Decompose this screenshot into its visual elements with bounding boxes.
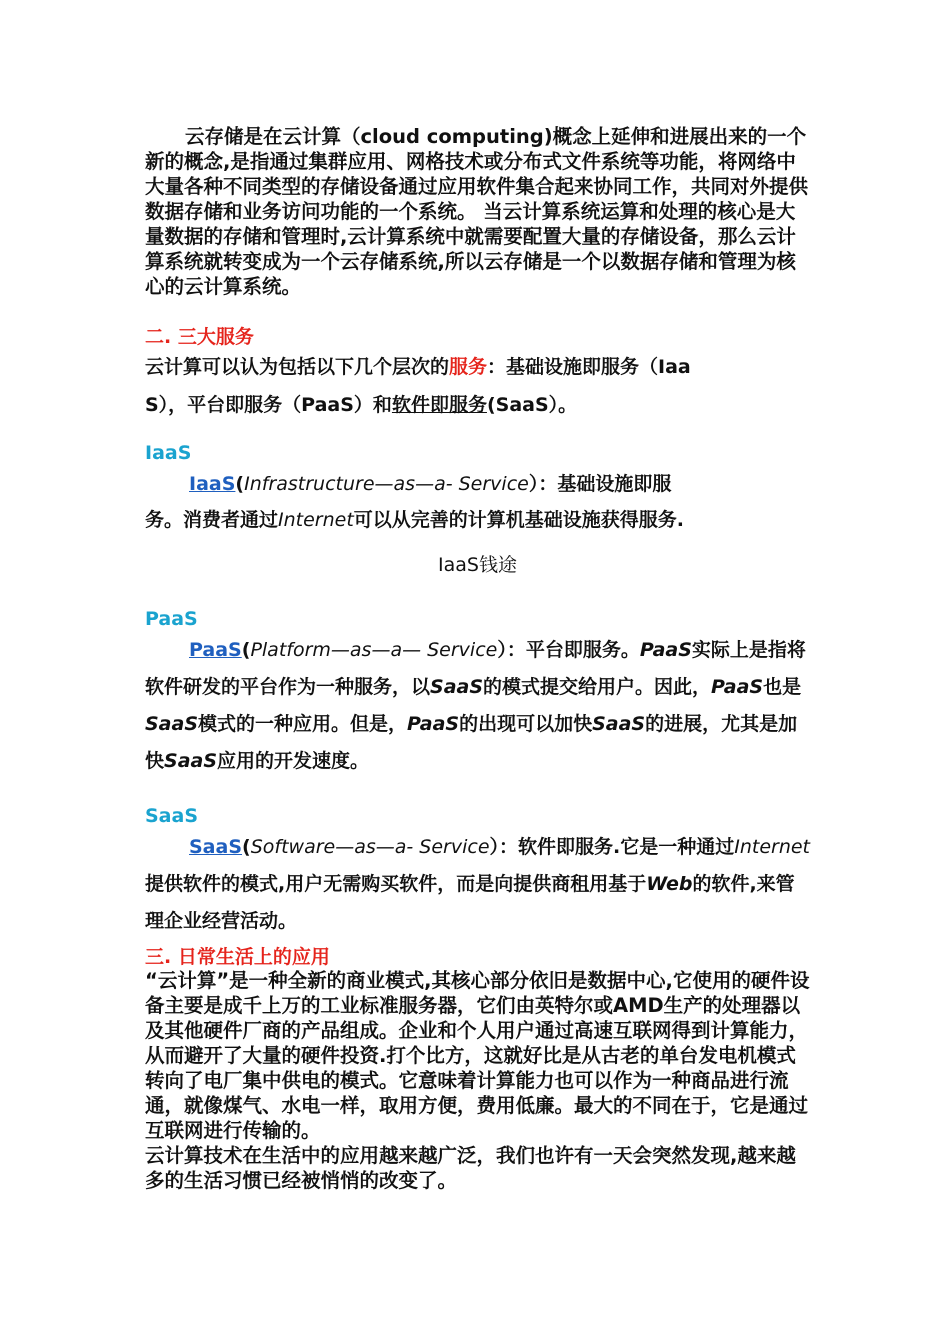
section2-text: (SaaS）。 — [486, 394, 578, 416]
iaas-text: 可以从完善的计算机基础设施获得服务. — [353, 509, 685, 531]
iaas-text: 务。消费者通过 — [145, 509, 279, 531]
saas-text: ）：软件即服务.它是一种通过 — [489, 836, 735, 858]
paas-text: 的模式提交给用户。因此， — [483, 676, 712, 698]
saas-term: SaaS — [164, 750, 218, 772]
iaas-full-name: Infrastructure—as—a- Service — [244, 473, 529, 495]
paas-term: PaaS — [711, 676, 764, 698]
paas-term: PaaS — [639, 639, 692, 661]
paren: ( — [241, 639, 251, 661]
paas-title: PaaS — [145, 608, 198, 630]
section3-paragraph-2: 云计算技术在生活中的应用越来越广泛，我们也许有一天会突然发现,越来越多的生活习惯已经被悄悄的改变了。 — [145, 1144, 796, 1192]
paas-text: 的出现可以加快 — [459, 713, 593, 735]
services-highlight: 服务 — [449, 356, 488, 378]
paas-text: 实际上是指将软件研发的平台作为一种服务，以 — [145, 639, 806, 698]
saas-text: 提供软件的模式,用户无需购买软件，而是向提供商租用基于 — [145, 873, 647, 895]
saas-term: SaaS — [145, 713, 199, 735]
intro-paragraph: 云存储是在云计算（cloud computing)概念上延伸和进展出来的一个新的概念,是指通过集群应用、网格技术或分布式文件系统等功能，将网络中大量各种不同类型的存储设备通过应用软件集合起来协同工作，共同对外提供数据存储和业务访问功能的一个系统。 当云计算系统运算和处理的核心是大量数据的存储和管理时,云计算系统中就需要配置大量的存储设备，那么云计算系统就转变成为一个云存储系统,所以云存储是一个以数据存储和管理为核心的云计算系统。 — [145, 125, 809, 298]
internet-term: Internet — [734, 836, 811, 858]
saas-term: SaaS — [592, 713, 646, 735]
saas-term: SaaS — [430, 676, 484, 698]
paren: ( — [235, 473, 245, 495]
section2-text: ：基础设施即服务（Iaa — [487, 356, 691, 378]
paas-text: 模式的一种应用。但是， — [198, 713, 408, 735]
saas-text: 的软件,来管理企业经营活动。 — [145, 873, 795, 932]
saas-full-name: Software—as—a- Service — [250, 836, 490, 858]
section2-paragraph — [145, 348, 810, 424]
saas-link[interactable]: SaaS — [189, 836, 243, 858]
paas-text: 的进展，尤其是加快 — [145, 713, 798, 772]
iaas-title: IaaS — [145, 442, 192, 464]
section2-text: S），平台即服务（PaaS）和 — [145, 394, 392, 416]
section3-heading: 三. 日常生活上的应用 — [145, 946, 330, 968]
saas-title: SaaS — [145, 805, 199, 827]
iaas-def: ）：基础设施即服 — [528, 473, 672, 495]
paas-text: 也是 — [763, 676, 802, 698]
iaas-paragraph — [145, 466, 810, 538]
internet-term: Internet — [278, 509, 354, 531]
saas-underlined-link[interactable]: 软件即服务 — [391, 394, 487, 416]
saas-paragraph — [145, 829, 810, 940]
paas-paragraph — [145, 632, 810, 780]
intro-section — [145, 124, 810, 299]
iaas-link[interactable]: IaaS — [189, 473, 236, 495]
iaas-caption: IaaS钱途 — [438, 554, 517, 576]
section2-text: 云计算可以认为包括以下几个层次的 — [145, 356, 450, 378]
paas-text: ）：平台即服务。 — [497, 639, 640, 661]
section2-heading: 二. 三大服务 — [145, 326, 254, 348]
paas-link[interactable]: PaaS — [189, 639, 242, 661]
section3-body — [145, 968, 810, 1193]
paas-term: PaaS — [407, 713, 460, 735]
section3-paragraph-1: “云计算”是一种全新的商业模式,其核心部分依旧是数据中心,它使用的硬件设备主要是成千上万的工业标准服务器，它们由英特尔或AMD生产的处理器以及其他硬件厂商的产品组成。企业和个人用户通过高速互联网得到计算能力，从而避开了大量的硬件投资.打个比方，这就好比是从古老的单台发电机模式转向了电厂集中供电的模式。它意味着计算能力也可以作为一种商品进行流通，就像煤气、水电一样，取用方便，费用低廉。最大的不同在于，它是通过互联网进行传输的。 — [145, 969, 810, 1142]
paren: ( — [242, 836, 251, 858]
paas-text: 应用的开发速度。 — [217, 750, 370, 772]
paas-full-name: Platform—as—a— Service — [250, 639, 498, 661]
web-term: Web — [646, 873, 693, 895]
